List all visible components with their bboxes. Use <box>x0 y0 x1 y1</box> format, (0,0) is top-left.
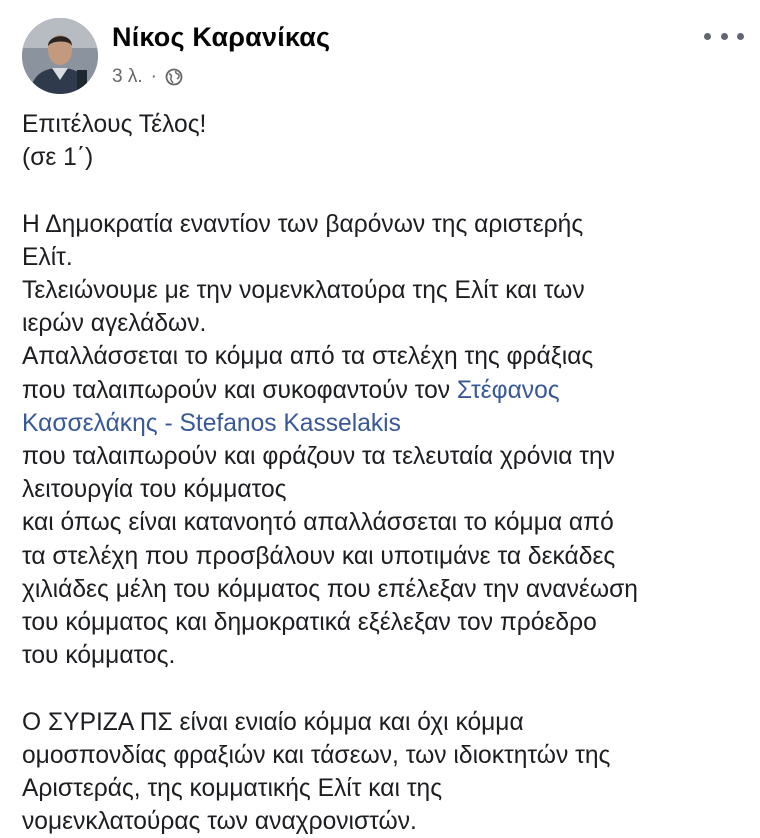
post-line: Ο ΣΥΡΙΖΑ ΠΣ είναι ενιαίο κόμμα και όχι κόμμα <box>22 708 524 736</box>
post-line-text: που ταλαιπωρούν και συκοφαντούν τον <box>22 376 457 404</box>
post-line <box>22 374 738 407</box>
post-line: Ελίτ. <box>22 243 73 271</box>
post-line: λειτουργία του κόμματος <box>22 476 287 504</box>
post-meta <box>112 66 183 88</box>
more-options-icon[interactable] <box>704 24 744 48</box>
post-line: χιλιάδες μέλη του κόμματος που επέλεξαν την ανανέωση <box>22 575 638 603</box>
post-line: Απαλλάσσεται το κόμμα από τα στελέχη της φράξιας <box>22 343 594 371</box>
more-dot <box>704 33 711 40</box>
post-text <box>22 108 738 838</box>
mention-link-part2[interactable]: Κασσελάκης - Stefanos Kasselakis <box>22 409 401 437</box>
post-line: ιερών αγελάδων. <box>22 310 207 338</box>
post-line: Η Δημοκρατία εναντίον των βαρόνων της αριστερής <box>22 210 584 238</box>
author-name[interactable]: Νίκος Καρανίκας <box>112 22 331 52</box>
post-line: (σε 1΄) <box>22 144 94 172</box>
post-line: τα στελέχη που προσβάλουν και υποτιμάνε τα δεκάδες <box>22 542 616 570</box>
more-dot <box>737 33 744 40</box>
mention-link-part1[interactable]: Στέφανος <box>456 376 560 404</box>
post-timestamp[interactable]: 3 λ. <box>112 66 143 87</box>
avatar-photo <box>22 18 98 94</box>
post-line: νομενκλατούρας των αναχρονιστών. <box>22 808 417 836</box>
post-line: Αριστεράς, της κομματικής Ελίτ και της <box>22 775 443 803</box>
paragraph-gap <box>22 672 738 705</box>
paragraph-gap <box>22 174 738 207</box>
post-line <box>22 407 738 440</box>
post-line: και όπως είναι κατανοητό απαλλάσσεται το κόμμα από <box>22 509 614 537</box>
author-avatar[interactable] <box>22 18 98 94</box>
post-line: του κόμματος και δημοκρατικά εξέλεξαν τον πρόεδρο <box>22 609 597 637</box>
post-line: Τελειώνουμε με την νομενκλατούρα της Ελίτ και των <box>22 277 585 304</box>
post-line: του κόμματος. <box>22 642 176 670</box>
meta-separator: · <box>150 66 157 87</box>
post-line: ομοσπονδίας φραξιών και τάσεων, των ιδιοκτητών της <box>22 741 611 769</box>
post-line: που ταλαιπωρούν και φράζουν τα τελευταία χρόνια την <box>22 443 615 471</box>
more-dot <box>721 33 728 40</box>
post-line: Επιτέλους Τέλος! <box>22 111 207 138</box>
globe-icon[interactable] <box>165 68 183 86</box>
